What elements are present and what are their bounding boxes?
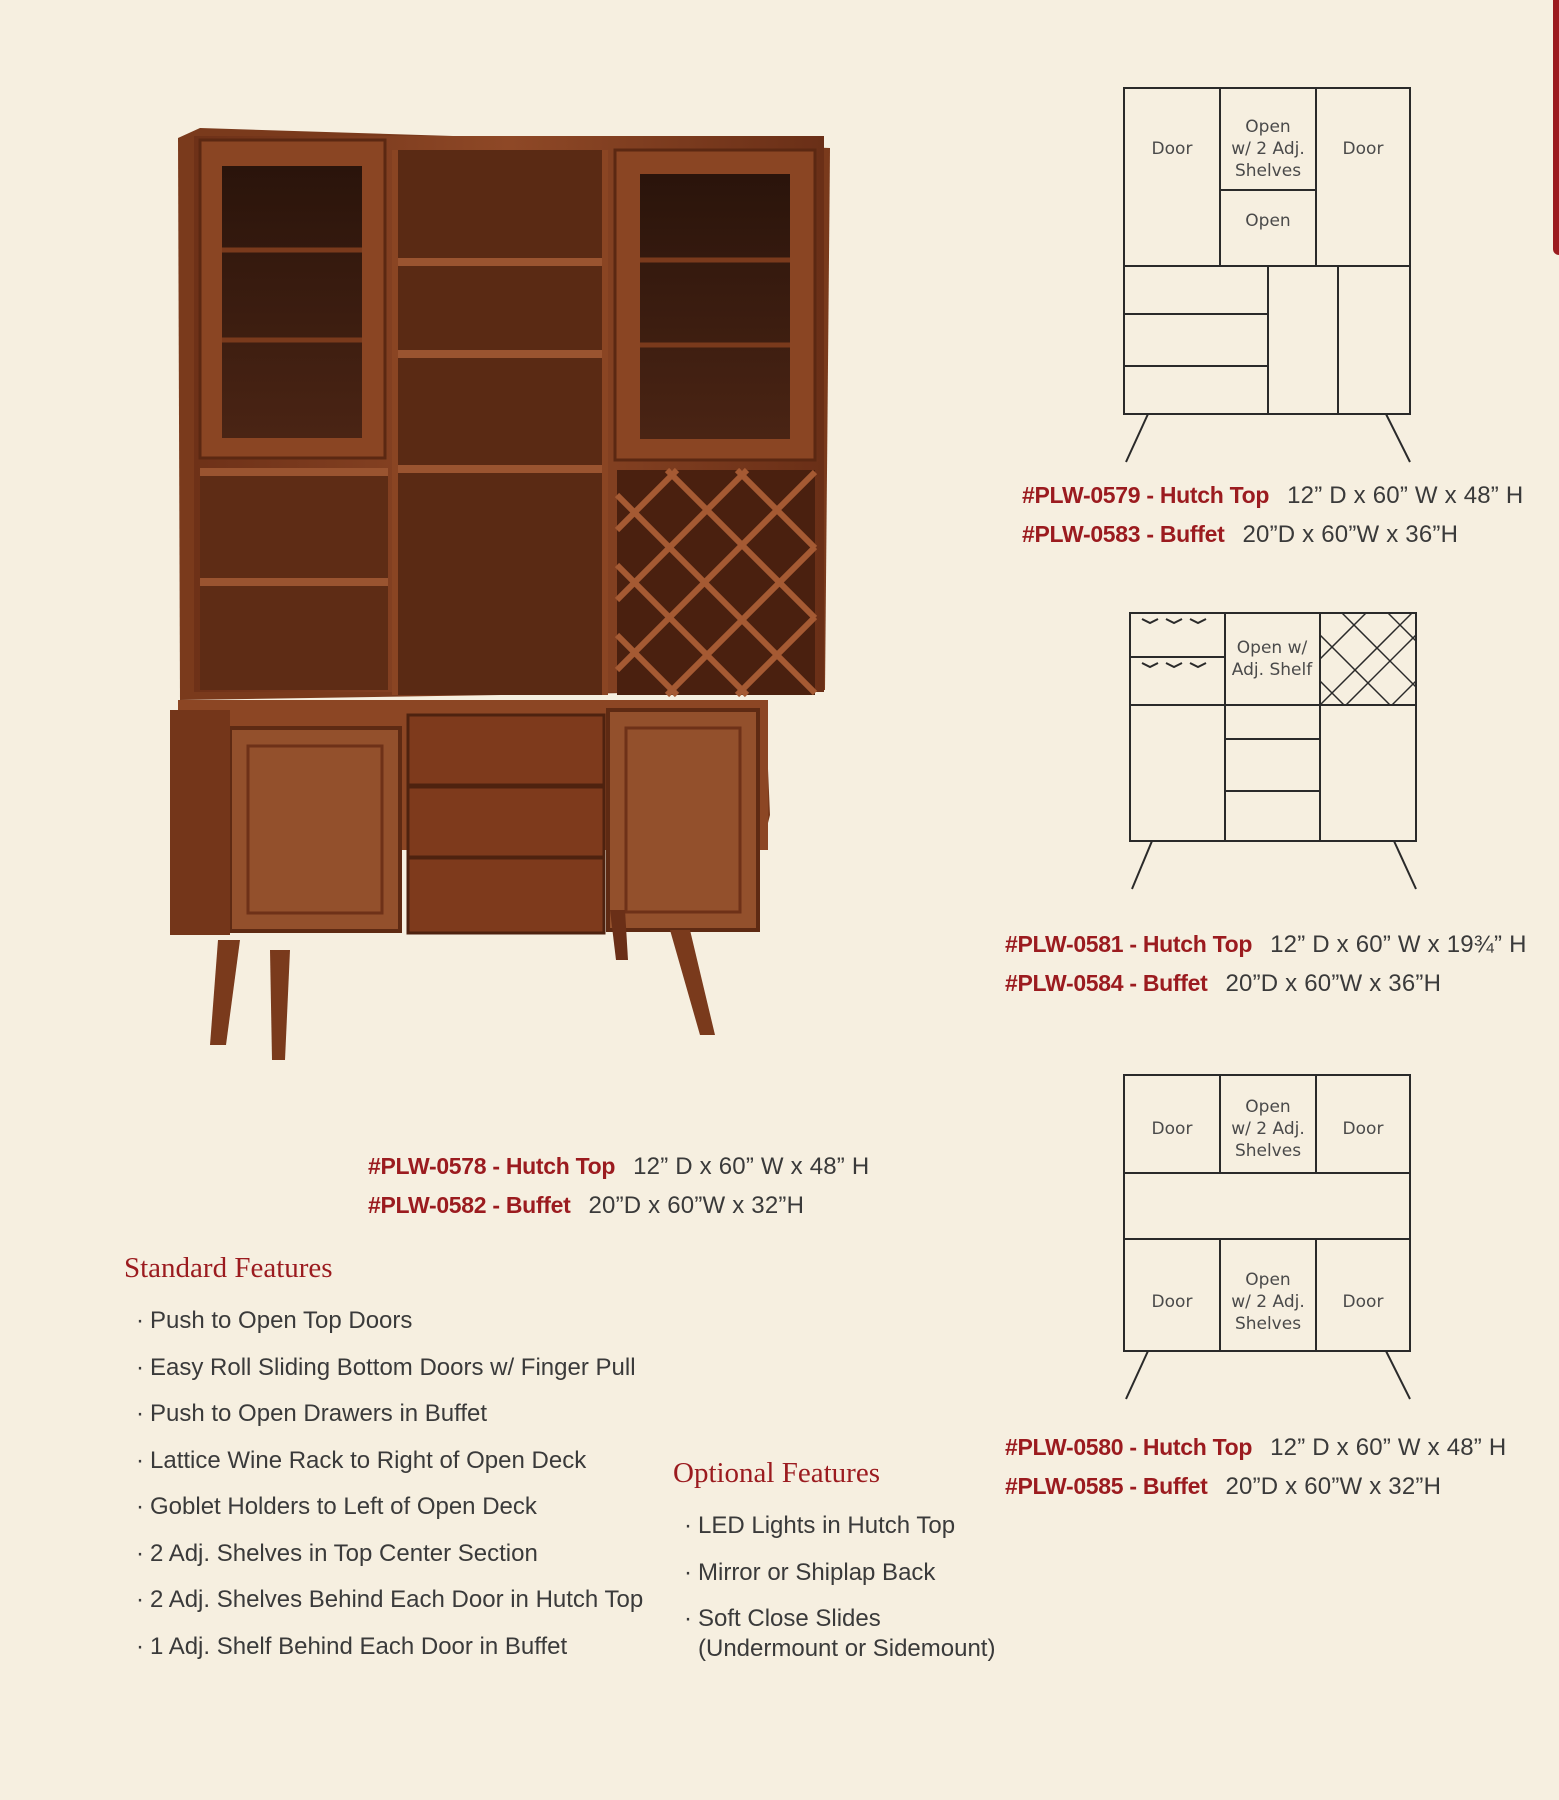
hutch-code: #PLW-0579 - Hutch Top	[1022, 482, 1270, 508]
list-item-continuation: (Undermount or Sidemount)	[698, 1635, 996, 1662]
hutch-dims: 12” D x 60” W x 48” H	[1287, 482, 1524, 509]
list-item: · 2 Adj. Shelves Behind Each Door in Hutch Top	[136, 1585, 643, 1632]
spec-d1	[1022, 476, 1523, 554]
spec-hutch-line	[368, 1147, 869, 1186]
diagram-plw-0579-0583	[1100, 70, 1420, 470]
spec-main	[368, 1147, 869, 1225]
buffet-dims: 20”D x 60”W x 32”H	[1225, 1473, 1442, 1500]
hutch-code: #PLW-0578 - Hutch Top	[368, 1153, 616, 1179]
hutch-dims: 12” D x 60” W x 19¾” H	[1270, 931, 1527, 958]
open-label-line1: Open	[1245, 1270, 1291, 1290]
list-item: · Push to Open Top Doors	[136, 1306, 643, 1353]
spec-hutch-line	[1005, 925, 1527, 964]
hutch-code: #PLW-0580 - Hutch Top	[1005, 1434, 1253, 1460]
buffet-code: #PLW-0584 - Buffet	[1005, 970, 1208, 996]
hutch-dims: 12” D x 60” W x 48” H	[633, 1153, 870, 1180]
door-label: Door	[1151, 139, 1193, 159]
hutch-dims: 12” D x 60” W x 48” H	[1270, 1434, 1507, 1461]
optional-features-title: Optional Features	[673, 1457, 880, 1489]
list-item: · Push to Open Drawers in Buffet	[136, 1399, 643, 1446]
door-label: Door	[1342, 1292, 1384, 1312]
open-label-line2: w/ 2 Adj.	[1231, 1292, 1305, 1312]
standard-features-title: Standard Features	[124, 1252, 333, 1284]
open-label-line3: Shelves	[1234, 161, 1302, 181]
list-item: · Soft Close Slides	[684, 1604, 995, 1634]
list-item: · 1 Adj. Shelf Behind Each Door in Buffet	[136, 1632, 643, 1679]
open-label-line1: Open w/	[1236, 638, 1308, 658]
spec-buffet-line	[1005, 1467, 1506, 1506]
open-label-line2: w/ 2 Adj.	[1231, 1119, 1305, 1139]
spec-hutch-line	[1022, 476, 1523, 515]
door-label: Door	[1342, 1119, 1384, 1139]
open-label-line3: Shelves	[1234, 1314, 1302, 1334]
standard-features-list	[136, 1306, 643, 1678]
list-item: · LED Lights in Hutch Top	[684, 1511, 995, 1558]
list-item: · Easy Roll Sliding Bottom Doors w/ Finger Pull	[136, 1353, 643, 1400]
optional-features-list	[684, 1511, 995, 1681]
spec-buffet-line	[368, 1186, 869, 1225]
door-label: Door	[1151, 1292, 1193, 1312]
open-label-line3: Shelves	[1234, 1141, 1302, 1161]
diagram-plw-0580-0585	[1100, 1055, 1420, 1415]
spec-d3	[1005, 1428, 1506, 1506]
buffet-dims: 20”D x 60”W x 36”H	[1225, 970, 1442, 997]
spec-hutch-line	[1005, 1428, 1506, 1467]
hutch-code: #PLW-0581 - Hutch Top	[1005, 931, 1253, 957]
buffet-code: #PLW-0583 - Buffet	[1022, 521, 1225, 547]
door-label: Door	[1151, 1119, 1193, 1139]
spec-buffet-line	[1022, 515, 1523, 554]
list-item: · Mirror or Shiplap Back	[684, 1558, 995, 1605]
door-label: Door	[1342, 139, 1384, 159]
page-edge-tab	[1553, 0, 1559, 255]
spec-d2	[1005, 925, 1527, 1003]
open-label-line1: Open	[1245, 1097, 1291, 1117]
open-label-line2: w/ 2 Adj.	[1231, 139, 1305, 159]
spec-buffet-line	[1005, 964, 1527, 1003]
list-item: · Goblet Holders to Left of Open Deck	[136, 1492, 643, 1539]
buffet-dims: 20”D x 60”W x 36”H	[1242, 521, 1459, 548]
open-label: Open	[1245, 211, 1291, 231]
buffet-code: #PLW-0585 - Buffet	[1005, 1473, 1208, 1499]
open-label-line2: Adj. Shelf	[1231, 660, 1313, 680]
hutch-buffet-photo	[170, 110, 890, 1100]
open-label-line1: Open	[1245, 117, 1291, 137]
list-item: · 2 Adj. Shelves in Top Center Section	[136, 1539, 643, 1586]
list-item: · Lattice Wine Rack to Right of Open Deck	[136, 1446, 643, 1493]
diagram-plw-0581-0584	[1110, 605, 1430, 905]
buffet-dims: 20”D x 60”W x 32”H	[588, 1192, 805, 1219]
buffet-code: #PLW-0582 - Buffet	[368, 1192, 571, 1218]
